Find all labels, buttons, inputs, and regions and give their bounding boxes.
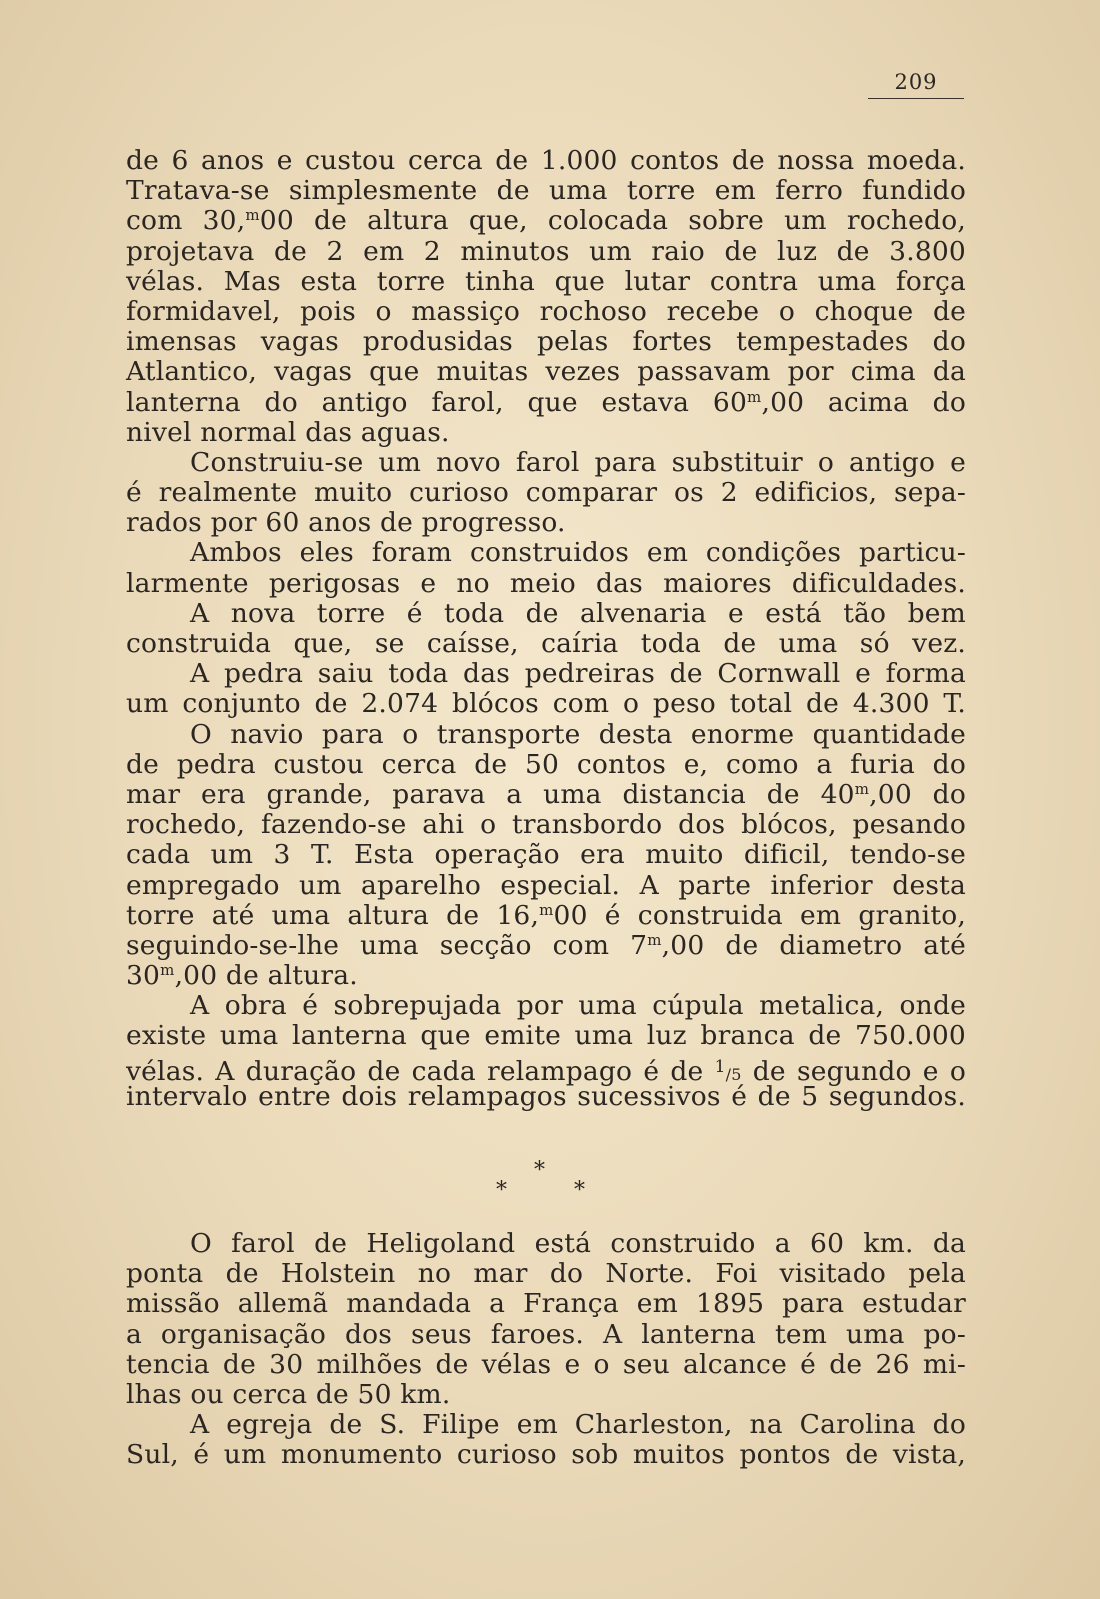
text-line: rochedo, fazendo-se ahi o transbordo dos blócos, pesando (126, 809, 966, 841)
superscript-unit: m (647, 930, 662, 949)
text-line: empregado um aparelho especial. A parte inferior desta (126, 869, 966, 901)
text-line: missão allemã mandada a França em 1895 para estudar (126, 1288, 966, 1320)
text-line: intervalo entre dois relampagos sucessivos é de 5 segundos. (126, 1080, 966, 1112)
superscript-unit: m (245, 206, 260, 225)
text-line: lhas ou cerca de 50 km. (126, 1378, 451, 1410)
text-line: A nova torre é toda de alvenaria e está tão bem (190, 597, 966, 629)
text-line: Tratava-se simplesmente de uma torre em ferro fundido (126, 175, 966, 207)
text-line: torre até uma altura de 16,$^m$00 é construida em granito, (126, 899, 966, 931)
page-number: 209 (868, 70, 964, 99)
text-line: é realmente muito curioso comparar os 2 edificios, sepa- (126, 477, 966, 509)
fraction-denominator: /5 (725, 1064, 742, 1084)
text-line: existe uma lanterna que emite uma luz branca de 750.000 (126, 1020, 966, 1052)
text-line: formidavel, pois o massiço rochoso recebe o choque de (126, 295, 966, 327)
text-line: a organisação dos seus faroes. A lanterna tem uma po- (126, 1318, 966, 1350)
asterisk-glyph: * (574, 1178, 585, 1203)
text-line: Ambos eles foram construidos em condições particu- (190, 537, 966, 569)
text-line: O navio para o transporte desta enorme quantidade (190, 718, 966, 750)
text-line: Construiu-se um novo farol para substituir o antigo e (190, 446, 966, 478)
text-line: A egreja de S. Filipe em Charleston, na Carolina do (190, 1409, 966, 1441)
text-line: lanterna do antigo farol, que estava 60$^m$,00 acima do (126, 386, 966, 418)
text-line: vélas. A duração de cada relampago é de $^1$/5 de segundo e o (126, 1055, 966, 1087)
paragraphs-lighthouse-tower (126, 146, 966, 1112)
text-line: cada um 3 T. Esta operação era muito dificil, tendo-se (126, 839, 966, 871)
text-line: O farol de Heligoland está construido a 60 km. da (190, 1228, 966, 1259)
paragraphs-heligoland (126, 1229, 966, 1471)
text-line: ponta de Holstein no mar do Norte. Foi visitado pela (126, 1258, 966, 1290)
asterisk-glyph: * (496, 1178, 507, 1203)
text-line: um conjunto de 2.074 blócos com o peso total de 4.300 T. (126, 688, 966, 720)
text-line: construida que, se caísse, caíria toda de uma só vez. (126, 628, 966, 659)
text-line: tencia de 30 milhões de vélas e o seu alcance é de 26 mi- (126, 1348, 966, 1380)
superscript-unit: m (747, 387, 762, 406)
superscript-unit: m (160, 961, 175, 980)
text-line: imensas vagas produsidas pelas fortes tempestades do (126, 326, 966, 358)
text-line: 30$^m$,00 de altura. (126, 960, 358, 992)
asterisk-glyph: * (534, 1158, 545, 1183)
text-line: mar era grande, parava a uma distancia de 40$^m$,00 do (126, 778, 966, 810)
text-line: Sul, é um monumento curioso sob muitos pontos de vista, (126, 1439, 966, 1471)
text-line: projetava de 2 em 2 minutos um raio de luz de 3.800 (126, 235, 966, 267)
text-line: A pedra saiu toda das pedreiras de Cornwall e forma (190, 658, 966, 690)
text-line: seguindo-se-lhe uma secção com 7$^m$,00 de diametro até (126, 929, 967, 961)
section-separator-asterism (490, 1158, 600, 1202)
text-line: de pedra custou cerca de 50 contos e, como a furia do (126, 748, 966, 780)
text-line: com 30,$^m$00 de altura que, colocada sobre um rochedo, (126, 205, 966, 237)
text-line: de 6 anos e custou cerca de 1.000 contos de nossa moeda. (126, 145, 966, 176)
text-line: vélas. Mas esta torre tinha que lutar contra uma força (126, 265, 966, 297)
superscript-unit: m (854, 779, 870, 798)
text-line: nivel normal das aguas. (126, 416, 450, 448)
fraction-numerator: 1 (714, 1056, 726, 1077)
text-line: A obra é sobrepujada por uma cúpula metalica, onde (190, 990, 966, 1022)
text-line: larmente perigosas e no meio das maiores dificuldades. (126, 567, 966, 599)
superscript-unit: m (539, 900, 554, 919)
text-line: rados por 60 anos de progresso. (126, 507, 566, 539)
text-line: Atlantico, vagas que muitas vezes passavam por cima da (126, 356, 966, 388)
